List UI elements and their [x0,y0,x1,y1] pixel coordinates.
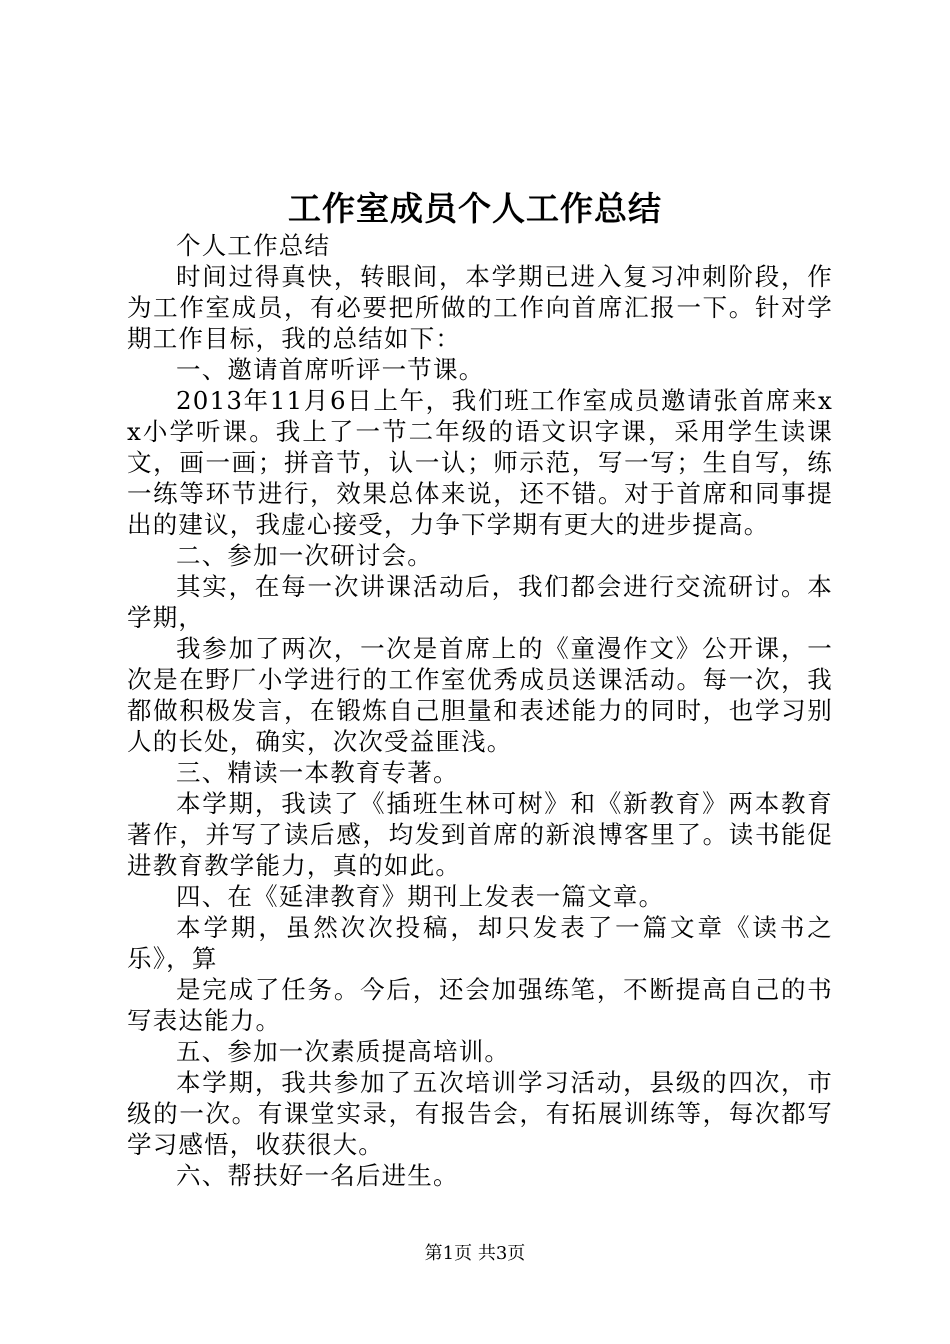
section-heading-5: 五、参加一次素质提高培训。 [176,1037,511,1066]
section-heading-2: 二、参加一次研讨会。 [176,541,433,570]
document-body [127,230,833,1191]
page-footer: 第1页 共3页 [424,1243,526,1264]
paragraph-section-1: 2013年11月6日上午，我们班工作室成员邀请张首席来xx小学听课。我上了一节二年级的语文识字课，采用学生读课文，画一画；拼音节，认一认；师示范，写一写；生自写，练一练等环节进行，效果总体来说，还不错。对于首席和同事提出的建议，我虚心接受，力争下学期有更大的进步提高。 [127,386,833,539]
section-heading-4: 四、在《延津教育》期刊上发表一篇文章。 [176,882,665,911]
document-title: 工作室成员个人工作总结 [288,189,662,228]
paragraph-section-4b: 是完成了任务。今后，还会加强练笔，不断提高自己的书写表达能力。 [127,975,833,1035]
section-heading-1: 一、邀请首席听评一节课。 [176,355,485,384]
paragraph-section-4a: 本学期，虽然次次投稿，却只发表了一篇文章《读书之乐》，算 [127,913,833,973]
section-heading-6: 六、帮扶好一名后进生。 [176,1161,459,1190]
paragraph-section-2b: 我参加了两次，一次是首席上的《童漫作文》公开课，一次是在野厂小学进行的工作室优秀成员送课活动。每一次，我都做积极发言，在锻炼自己胆量和表述能力的同时，也学习别人的长处，确实，次次受益匪浅。 [127,634,833,756]
section-heading-3: 三、精读一本教育专著。 [176,758,459,787]
paragraph-section-3: 本学期，我读了《插班生林可树》和《新教育》两本教育著作，并写了读后感，均发到首席的新浪博客里了。读书能促进教育教学能力，真的如此。 [127,789,833,880]
paragraph-subtitle: 个人工作总结 [176,231,331,260]
paragraph-intro: 时间过得真快，转眼间，本学期已进入复习冲刺阶段，作为工作室成员，有必要把所做的工作向首席汇报一下。针对学期工作目标，我的总结如下： [127,262,833,353]
paragraph-section-2a: 其实，在每一次讲课活动后，我们都会进行交流研讨。本学期， [127,572,833,632]
paragraph-section-5: 本学期，我共参加了五次培训学习活动，县级的四次，市级的一次。有课堂实录，有报告会，有拓展训练等，每次都写学习感悟，收获很大。 [127,1068,833,1159]
